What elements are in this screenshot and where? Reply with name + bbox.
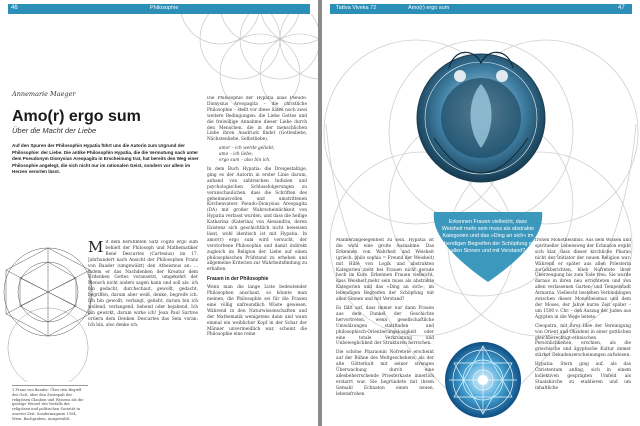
mandala-pendant <box>439 336 527 424</box>
poem-line: amo – ich liebe; <box>219 152 254 158</box>
poem-block <box>219 146 307 164</box>
footnote: 1 Franz von Baader: Über den Begriff des Gott, über den Zwiespalt der religiösen Glauben und Wissens als die geistige Wurzel des Verfalls der religiösen und politischen Societät in unserer Zeit. Sondermagazin 1954, Wien, Bachgraben, Ausgewählt. <box>12 385 88 422</box>
poem-line: amor – ich werde geliebt; <box>219 146 275 152</box>
paragraph: Die schöne Pharaonin Nofretete erscheint auf der Bühne des Weltgeschehens, als der alte Götterkult mit seiner strengen Überwachung durch eine allesbeherrschende Priesterkaste innerlich erstarrt war. Sie begründete mit ihrem Gemahl Echnaton einen neuen, lebensfrohen <box>336 350 434 397</box>
paragraph: Cleopatra, mit ihrer Idee der Vereinigung von Orient und Okzident in einer gottlichen gleichberechtigt-ethnischen Persönlichkeiten, erschien, als die griechische und ägyptische Kultur immer stärker Dekadenzerscheinungen aufwiesen. <box>535 323 631 359</box>
left-column-1 <box>88 240 198 380</box>
article-subtitle: Über die Macht der Liebe <box>12 126 97 135</box>
article-teaser: Auf den Spuren der Philosophin Hypatia führt uns die Autorin zum Urgrund der Philosophie: der Liebe. Die antike Philosophin Hypatia, die die Vermutung nach unter dem Pseudonym Dionysius Areopagita in Erscheinung trat, hat bereits den Weg einer Philosophie angelegt, die sich nicht nur im rationalen Geist, sondern vor allem im Herzen verorten lässt. <box>12 143 199 175</box>
author-name: Annemarie Maeger <box>12 90 76 98</box>
paragraph: Die Philosophie der Hypatia alias Pseudo-Dionysius Areopagita – die christliche Philosophie – stellt vor diese Sätze noch zwei weitere Bedingungen: die Liebe Gottes und die freiwillige Annahme dieser Liebe durch den Menschen, die in der menschlichen Liebe ihren Ausdruck findet (Gottesliebe, Nächstenliebe, Selbstliebe). <box>207 96 307 143</box>
left-page-number: 46 <box>11 5 18 11</box>
right-page-number: 47 <box>618 5 625 11</box>
paragraph: Hypatia: Stern ging auf, als das Christentum anfing, sich in einem kollektiven gesprägten Umfeld als Staatskirche zu etablieren und um inhaltliche <box>535 362 631 391</box>
right-column-1 <box>336 238 434 424</box>
paragraph: Es fällt auf, dass immer nur dann Frauen aus dem Dunkel der Geschichte hervortreten, wenn gesellschaftliche Umwälzungen stattfinden und philosophisch-Orientierungslosigkeit oder eine totale Verkrustung und Unbeweglichkeit der Strukturen herrschen. <box>336 305 434 347</box>
drop-cap: M <box>88 240 104 256</box>
right-section-label: Amo(r) ergo sum <box>408 5 450 11</box>
article-title: Amo(r) ergo sum <box>12 108 141 125</box>
paragraph: frohen Monotheismus. Aus dem Wissen und spiritueller Lebensweg der Echnaton ergibt sich klar, dass dieser kirchliche Pharao nicht der Initiator der neuen Religion war: Während er später aus allen Priesterin zurückberichten, blieb Nofretete ihrer Überzeugung bis zum Tode treu. Sie wurde daraus in ihren neu errichteten und von allen verlassenen Garten- und Tempelstadt Armarna. Vielleicht bestehen Verbindungen zwischen dieser Monotheismus und dem der Moses, der Jahve kurze Zeit später – um 1500 v. Chr. – den Auszug der Juden aus Ägypten in die Wege leitete. <box>535 238 631 320</box>
left-column-2 <box>207 96 307 422</box>
poem-line: ergo sum – also bin ich. <box>219 158 271 164</box>
ornamental-heart-engraving <box>414 18 548 218</box>
pull-quote: Erkennen Frauen vielleicht, dass Weisheit mehr sein muss als abstrakte Kategorien und das »Ding an sich« im lebendigen Begreifen der Schöpfung mit allen Sinnen und mit Verstand? <box>439 219 537 254</box>
paragraph: In dem Buch Hypatia: die Dreigestaltige, ging es der Autorin in erster Linie darum, anhand von zahlreichen Indizien und psychologischen Schlussfolgerungen zu veranschaulichen, dass die Schriften des geheimnisvollen und umstrittenen Kirchenvaters Pseudo-Dionysius Areopagita (DA) mit großer Wahrscheinlichkeit von Hypatia verfasst wurden, und dass die heilige Katharina (Katerina) von Alexandria, deren Existenz sich geschichtlich nicht beweisen lässt, wohl identisch ist mit Hypatia. In amor(r) ergo sum wird versucht, der verstorbene Philosophin und damit indirekt zugleich im Religion der Liebe auf einen philosophischen Prüfstand zu erheben und allgemeine Kriterien zur Wahrheitsfindung zu erhalten. <box>207 166 307 273</box>
paragraph: Männerangelegenheit zu sein. Hypatia ist die wohl eine große Ausnahme. Das Erkennen von Wahrheit und Weisheit (griech. philo sophia = Freund der Weisheit) mit Hilfe von Logik und abstrakten Kategorien zieht bei Frauen nicht gerade hoch im Kurs. Erkennen Frauen vielleicht, dass Weisheit mehr sein muss als abstrakte Kategorien und das »Ding an sich«, im lebendigen Begreifen der Schöpfung mit allen Sinnen und mit Verstand? <box>336 238 434 303</box>
left-section-label: Philosophie <box>150 5 179 11</box>
right-column-2 <box>535 238 631 424</box>
right-magazine-label: Tattva Viveka 72 <box>336 5 377 11</box>
right-page <box>322 0 640 426</box>
left-col1-text: it dem berühmten Satz cogito ergo sum behielt der Philosoph und Mathematiker René Descartes (Cartesius) im 17. Jahrhundert nach Ansicht der Philosophen Franz von Baader (umgewälzt) den Atheismus an: ... indem er das Nachdenken der Kreatur dem Urdenken Gottes voransetzt, umgekehrt der Mensch nicht anders sagen kann und soll als: ich bin gedacht, durchschaut, gewollt, gedacht, begriffen, darum aber weiß, denke, begreife ich. Ich bin gewollt, verlangt, geliebt, darum bin ich wollend, verlangend, liebend oder bejahend. Ich bin gewirkt, darum wirke ich! Jean Paul Sartres ortiern dem Denken Descartes das Sein voran: Ich bin, also denke ich. <box>88 240 198 328</box>
sacred-geometry-figure <box>0 222 100 382</box>
section-heading: Frauen in der Philosophie <box>207 276 269 283</box>
left-page <box>0 0 318 426</box>
paragraph: Wenn man die lange Liste bedeutender Philosophen anschaut, so könnte man meinen, die Philosophie sei für die Frauen eine völlig unfreundlich Wüste gewesen. Während in den Naturwissenschaften und der Mathematik wenigstens dann und wann einmal ein weiblicher Kopf in der Schar der Männer unvermeidlich war, scheint die Philosophie eine reine <box>207 285 307 338</box>
